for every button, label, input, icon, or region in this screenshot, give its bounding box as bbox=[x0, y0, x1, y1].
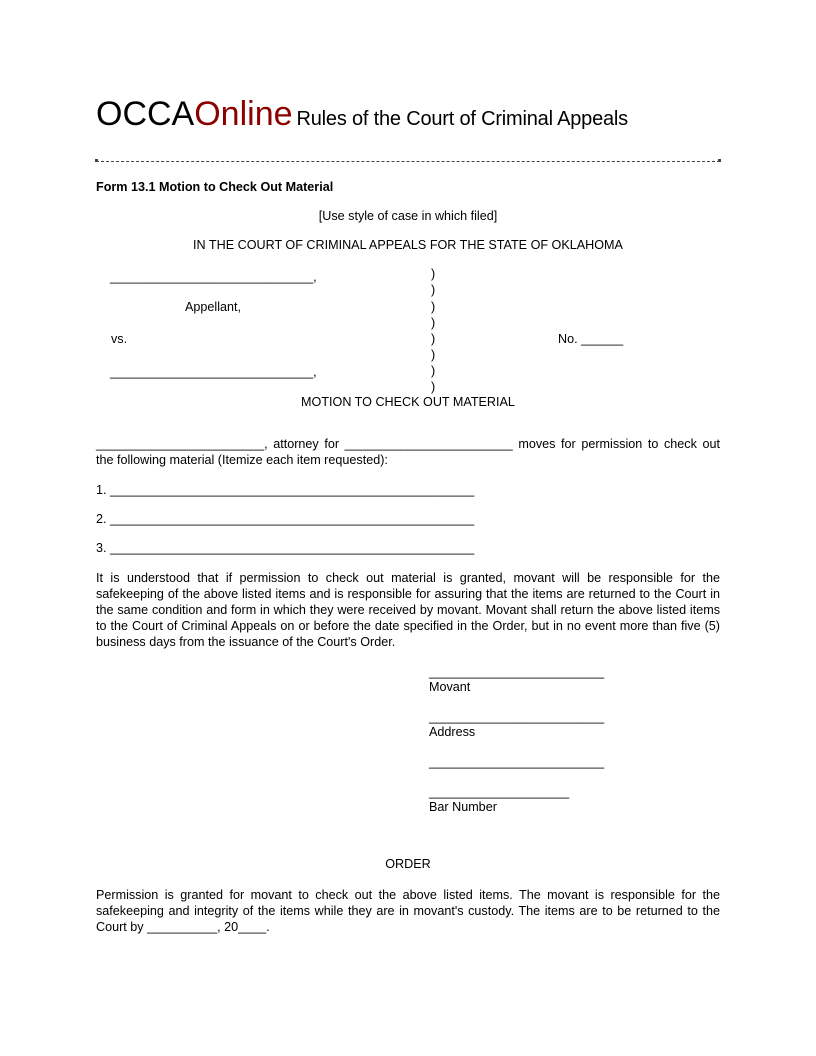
order-title: ORDER bbox=[385, 857, 431, 871]
court-name: IN THE COURT OF CRIMINAL APPEALS FOR THE STATE OF OKLAHOMA bbox=[193, 238, 623, 252]
divider-end-left bbox=[95, 159, 98, 162]
divider-end-right bbox=[718, 159, 721, 162]
order-paragraph: Permission is granted for movant to check out the above listed items. The movant is responsible for the safekeeping and integrity of the items while they are in movant's custody. The items are to be returned to the Court by __________, 20____. bbox=[96, 888, 720, 934]
address-line-2: _________________________ bbox=[429, 755, 605, 769]
caption-paren: ) bbox=[431, 283, 436, 297]
bar-number-label: Bar Number bbox=[429, 800, 497, 814]
intro-line-1: ________________________, attorney for ________________________ moves for permission to check out bbox=[96, 437, 720, 451]
address-label: Address bbox=[429, 725, 476, 739]
party1-line: _____________________________, bbox=[110, 270, 317, 284]
bar-number-line: ____________________ bbox=[429, 785, 570, 799]
caption-paren: ) bbox=[431, 300, 436, 314]
brand-online: Online bbox=[194, 95, 293, 133]
movant-label: Movant bbox=[429, 680, 471, 694]
caption-paren: ) bbox=[431, 316, 436, 330]
caption-paren: ) bbox=[431, 267, 436, 281]
page-header bbox=[96, 94, 628, 139]
movant-signature-line: _________________________ bbox=[429, 665, 605, 679]
item-line-2: 2. ____________________________________________________ bbox=[96, 512, 475, 526]
item-line-3: 3. ____________________________________________________ bbox=[96, 541, 475, 555]
brand-occa: OCCA bbox=[96, 95, 195, 133]
vs-label: vs. bbox=[111, 332, 128, 346]
appellant-label: Appellant, bbox=[185, 300, 242, 314]
form-title: Form 13.1 Motion to Check Out Material bbox=[96, 180, 334, 194]
caption-paren: ) bbox=[431, 348, 436, 362]
party2-line: _____________________________, bbox=[110, 365, 317, 379]
header-divider bbox=[96, 161, 720, 162]
caption-paren: ) bbox=[431, 332, 436, 346]
address-line: _________________________ bbox=[429, 710, 605, 724]
caption-paren: ) bbox=[431, 380, 436, 394]
header-subtitle: Rules of the Court of Criminal Appeals bbox=[296, 108, 628, 130]
motion-title: MOTION TO CHECK OUT MATERIAL bbox=[301, 395, 515, 409]
responsibility-paragraph: It is understood that if permission to check out material is granted, movant will be responsible for the safekeeping of the above listed items and is responsible for assuring that the items are returned to the Court in the same condition and form in which they were received by movant. Movant shall return the above listed items to the Court of Criminal Appeals on or before the date specified in the Order, but in no event more than five (5) business days from the issuance of the Court's Order. bbox=[96, 571, 720, 649]
case-number: No. ______ bbox=[558, 332, 624, 346]
item-line-1: 1. ____________________________________________________ bbox=[96, 483, 475, 497]
style-note: [Use style of case in which filed] bbox=[318, 209, 498, 223]
intro-line-2: the following material (Itemize each item requested): bbox=[96, 453, 388, 467]
caption-paren: ) bbox=[431, 364, 436, 378]
